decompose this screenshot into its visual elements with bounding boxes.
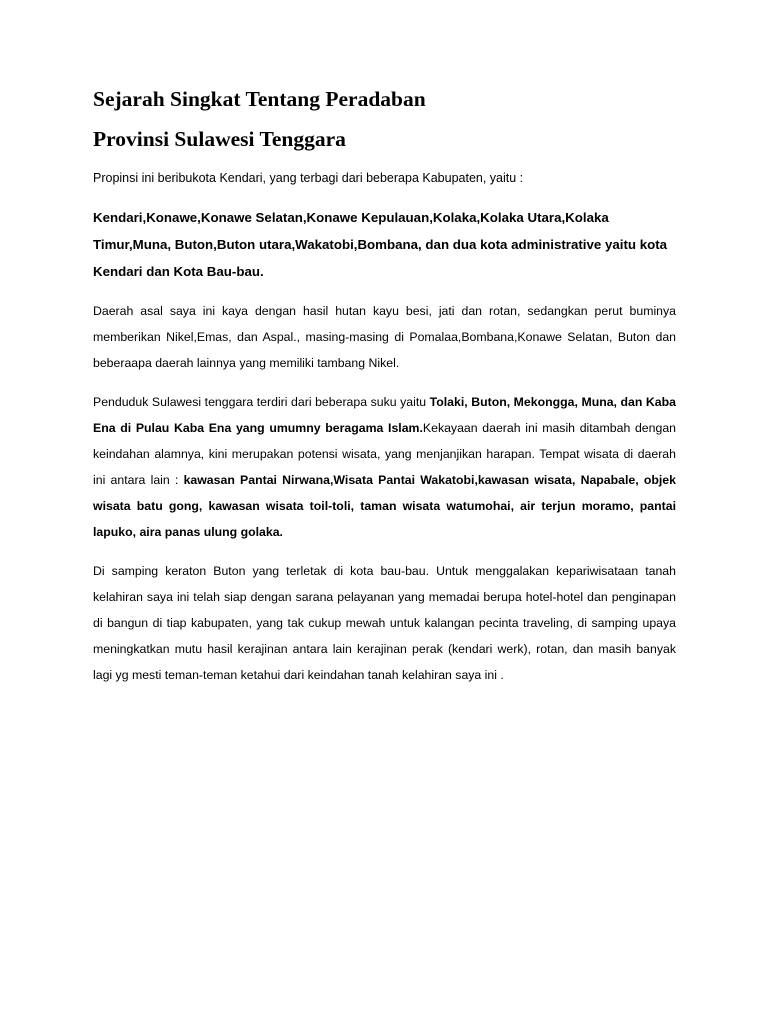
document-title-line-1: Sejarah Singkat Tentang Peradaban [93,87,426,111]
ethnic-groups-text: Tolaki, Buton, Mekongga, Muna, dan Kaba Ena di Pulau Kaba Ena yang umumny beragama Islam. [93,395,676,435]
tourism-intro-text: Kekayaan daerah ini masih ditambah dengan keindahan alamnya, kini merupakan potensi wisata, yang menjanjikan harapan. Tempat wisata di daerah ini antara lain : [93,421,676,487]
population-text: Penduduk Sulawesi tenggara terdiri dari beberapa suku yaitu [93,395,430,409]
natural-resources-paragraph: Daerah asal saya ini kaya dengan hasil hutan kayu besi, jati dan rotan, sedangkan perut buminya memberikan Nikel,Emas, dan Aspal., masing-masing di Pomalaa,Bombana,Konawe Selatan, Buton dan beberaapa daerah lainnya yang memiliki tambang Nikel. [93,304,676,370]
intro-paragraph: Propinsi ini beribukota Kendari, yang terbagi dari beberapa Kabupaten, yaitu : [93,171,524,185]
tourism-facilities-paragraph: Di samping keraton Buton yang terletak di kota bau-bau. Untuk menggalakan kepariwisataan tanah kelahiran saya ini telah siap dengan sarana pelayanan yang memadai berupa hotel-hotel dan penginapan di bangun di tiap kabupaten, yang tak cukup mewah untuk kalangan pecinta traveling, di samping upaya meningkatkan mutu hasil kerajinan antara lain kerajinan perak (kendari werk), rotan, dan masih banyak lagi yg mesti teman-teman ketahui dari keindahan tanah kelahiran saya ini . [93,564,676,682]
document-body [93,86,676,688]
tourist-sites-text: kawasan Pantai Nirwana,Wisata Pantai Wakatobi,kawasan wisata, Napabale, objek wisata batu gong, kawasan wisata toil-toli, taman wisata watumohai, air terjun moramo, pantai lapuko, aira panas ulung golaka. [93,473,676,539]
regions-paragraph: Kendari,Konawe,Konawe Selatan,Konawe Kepulauan,Kolaka,Kolaka Utara,Kolaka Timur,Muna, Buton,Buton utara,Wakatobi,Bombana, dan dua kota administrative yaitu kota Kendari dan Kota Bau-bau. [93,210,668,279]
document-title-line-2: Provinsi Sulawesi Tenggara [93,127,346,151]
population-tourism-paragraph [93,389,676,545]
